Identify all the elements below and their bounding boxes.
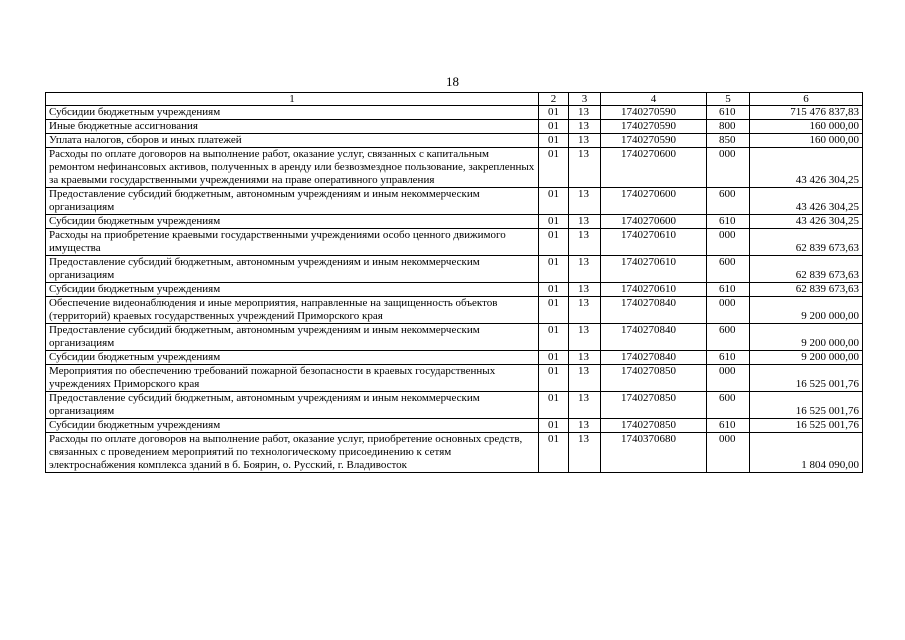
target-item-cell: 1740270590 [601,134,707,148]
table-row [46,106,863,120]
column-header: 2 [539,93,569,106]
section-code-cell: 01 [539,106,569,120]
table-row [46,188,863,215]
section-code-cell: 01 [539,188,569,215]
subsection-code-cell: 13 [569,392,601,419]
section-code-cell: 01 [539,419,569,433]
column-header: 4 [601,93,707,106]
subsection-code-cell: 13 [569,283,601,297]
table-row [46,256,863,283]
amount-cell: 160 000,00 [750,120,863,134]
target-item-cell: 1740270840 [601,324,707,351]
expense-type-cell: 610 [707,351,750,365]
column-header: 3 [569,93,601,106]
table-row [46,120,863,134]
subsection-code-cell: 13 [569,120,601,134]
amount-cell: 715 476 837,83 [750,106,863,120]
amount-cell: 62 839 673,63 [750,229,863,256]
section-code-cell: 01 [539,229,569,256]
column-header: 6 [750,93,863,106]
section-code-cell: 01 [539,365,569,392]
section-code-cell: 01 [539,297,569,324]
subsection-code-cell: 13 [569,365,601,392]
table-row [46,419,863,433]
budget-table [45,92,863,473]
section-code-cell: 01 [539,433,569,473]
table-row [46,229,863,256]
subsection-code-cell: 13 [569,419,601,433]
amount-cell: 1 804 090,00 [750,433,863,473]
subsection-code-cell: 13 [569,324,601,351]
subsection-code-cell: 13 [569,351,601,365]
target-item-cell: 1740270850 [601,392,707,419]
table-row [46,365,863,392]
expense-name-cell: Предоставление субсидий бюджетным, автономным учреждениям и иным некоммерческим организациям [46,188,539,215]
expense-type-cell: 850 [707,134,750,148]
expense-name-cell: Субсидии бюджетным учреждениям [46,215,539,229]
amount-cell: 160 000,00 [750,134,863,148]
expense-type-cell: 600 [707,392,750,419]
amount-cell: 16 525 001,76 [750,365,863,392]
amount-cell: 16 525 001,76 [750,419,863,433]
amount-cell: 43 426 304,25 [750,188,863,215]
expense-name-cell: Иные бюджетные ассигнования [46,120,539,134]
amount-cell: 9 200 000,00 [750,324,863,351]
expense-name-cell: Субсидии бюджетным учреждениям [46,283,539,297]
amount-cell: 9 200 000,00 [750,351,863,365]
target-item-cell: 1740270590 [601,120,707,134]
expense-name-cell: Уплата налогов, сборов и иных платежей [46,134,539,148]
expense-name-cell: Субсидии бюджетным учреждениям [46,419,539,433]
target-item-cell: 1740270840 [601,351,707,365]
target-item-cell: 1740270850 [601,419,707,433]
expense-type-cell: 000 [707,433,750,473]
expense-type-cell: 600 [707,188,750,215]
section-code-cell: 01 [539,351,569,365]
table-body [46,106,863,473]
column-header: 1 [46,93,539,106]
expense-name-cell: Предоставление субсидий бюджетным, автономным учреждениям и иным некоммерческим организациям [46,256,539,283]
expense-name-cell: Предоставление субсидий бюджетным, автономным учреждениям и иным некоммерческим организациям [46,392,539,419]
table-row [46,351,863,365]
expense-type-cell: 000 [707,297,750,324]
subsection-code-cell: 13 [569,106,601,120]
expense-name-cell: Субсидии бюджетным учреждениям [46,106,539,120]
expense-type-cell: 610 [707,106,750,120]
expense-type-cell: 600 [707,324,750,351]
target-item-cell: 1740370680 [601,433,707,473]
amount-cell: 43 426 304,25 [750,148,863,188]
amount-cell: 43 426 304,25 [750,215,863,229]
section-code-cell: 01 [539,392,569,419]
target-item-cell: 1740270590 [601,106,707,120]
expense-type-cell: 000 [707,365,750,392]
expense-name-cell: Обеспечение видеонаблюдения и иные мероприятия, направленные на защищенность объектов (территорий) краевых государственных учреждений Приморского края [46,297,539,324]
amount-cell: 62 839 673,63 [750,256,863,283]
expense-name-cell: Расходы на приобретение краевыми государственными учреждениями особо ценного движимого имущества [46,229,539,256]
expense-name-cell: Предоставление субсидий бюджетным, автономным учреждениям и иным некоммерческим организациям [46,324,539,351]
expense-type-cell: 610 [707,283,750,297]
expense-name-cell: Субсидии бюджетным учреждениям [46,351,539,365]
target-item-cell: 1740270610 [601,283,707,297]
table-row [46,134,863,148]
expense-type-cell: 610 [707,419,750,433]
expense-type-cell: 000 [707,148,750,188]
table-row [46,283,863,297]
subsection-code-cell: 13 [569,134,601,148]
amount-cell: 62 839 673,63 [750,283,863,297]
target-item-cell: 1740270600 [601,148,707,188]
table-row [46,392,863,419]
subsection-code-cell: 13 [569,215,601,229]
table-header-row [46,93,863,106]
column-header: 5 [707,93,750,106]
section-code-cell: 01 [539,215,569,229]
amount-cell: 16 525 001,76 [750,392,863,419]
table-row [46,148,863,188]
subsection-code-cell: 13 [569,256,601,283]
section-code-cell: 01 [539,148,569,188]
expense-name-cell: Мероприятия по обеспечению требований пожарной безопасности в краевых государственных учреждениях Приморского края [46,365,539,392]
target-item-cell: 1740270600 [601,188,707,215]
expense-type-cell: 600 [707,256,750,283]
section-code-cell: 01 [539,120,569,134]
subsection-code-cell: 13 [569,148,601,188]
table-row [46,433,863,473]
subsection-code-cell: 13 [569,229,601,256]
section-code-cell: 01 [539,134,569,148]
section-code-cell: 01 [539,256,569,283]
expense-type-cell: 610 [707,215,750,229]
table-row [46,324,863,351]
section-code-cell: 01 [539,283,569,297]
target-item-cell: 1740270850 [601,365,707,392]
subsection-code-cell: 13 [569,297,601,324]
table-row [46,297,863,324]
expense-type-cell: 800 [707,120,750,134]
expense-name-cell: Расходы по оплате договоров на выполнение работ, оказание услуг, приобретение основных средств, связанных с проведением мероприятий по технологическому присоединению к сетям электроснабжения комплекса зданий в б. Боярин, о. Русский, г. Владивосток [46,433,539,473]
subsection-code-cell: 13 [569,433,601,473]
target-item-cell: 1740270600 [601,215,707,229]
target-item-cell: 1740270610 [601,229,707,256]
expense-type-cell: 000 [707,229,750,256]
target-item-cell: 1740270840 [601,297,707,324]
amount-cell: 9 200 000,00 [750,297,863,324]
subsection-code-cell: 13 [569,188,601,215]
page-number: 18 [446,74,459,89]
table-row [46,215,863,229]
section-code-cell: 01 [539,324,569,351]
target-item-cell: 1740270610 [601,256,707,283]
expense-name-cell: Расходы по оплате договоров на выполнение работ, оказание услуг, связанных с капитальным ремонтом нефинансовых активов, полученных в аренду или безвозмездное пользование, закрепленных за краевыми государственными учреждениями на праве оперативного управления [46,148,539,188]
